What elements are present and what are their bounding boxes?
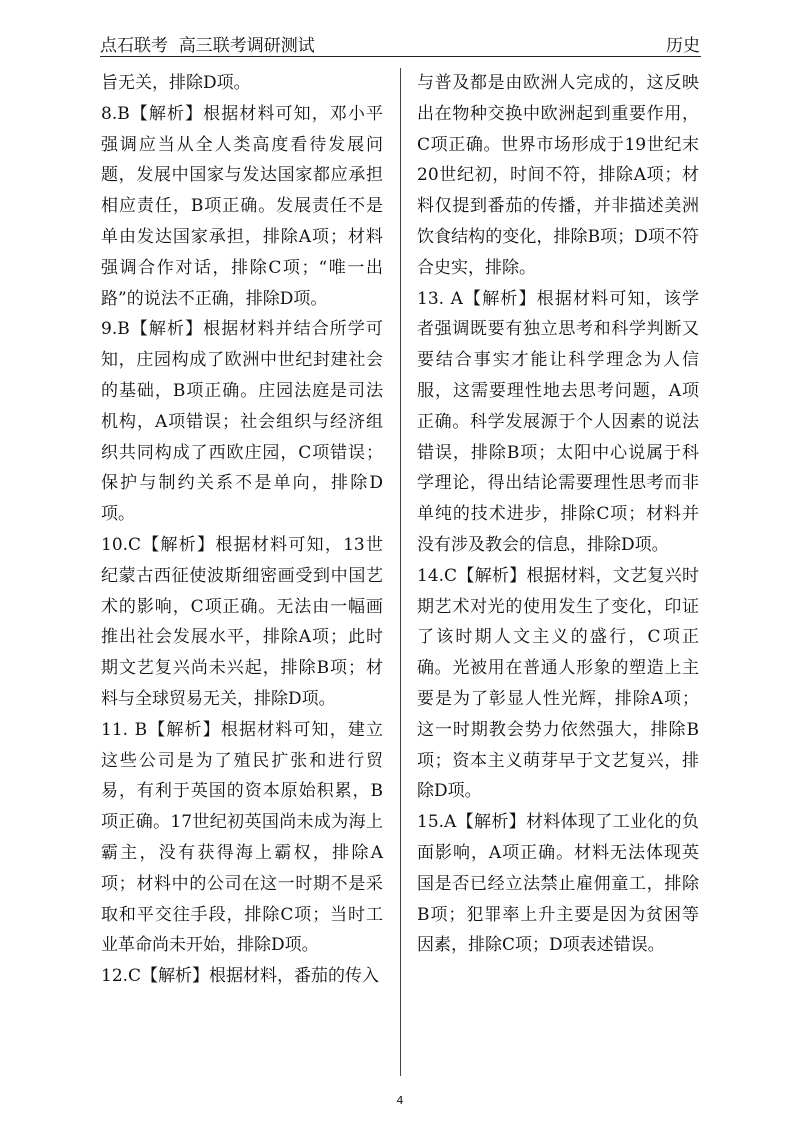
header-subject: 历史 bbox=[666, 36, 700, 56]
answer-paragraph: 10.C【解析】根据材料可知，13世纪蒙古西征使波斯细密画受到中国艺术的影响，C项正确。无法由一幅画推出社会发展水平，排除A项；此时期文艺复兴尚未兴起，排除B项；材料与全球贸易无关，排除D项。 bbox=[101, 534, 383, 709]
page-header bbox=[100, 30, 700, 56]
answer-paragraph: 12.C【解析】根据材料，番茄的传入 bbox=[101, 966, 380, 987]
answer-paragraph: 11. B【解析】根据材料可知，建立这些公司是为了殖民扩张和进行贸易，有利于英国的资本原始积累，B项正确。17世纪初英国尚未成为海上霸主，没有获得海上霸权，排除A项；材料中的公司在这一时期不是采取和平交往手段，排除C项；当时工业革命尚未开始，排除D项。 bbox=[101, 719, 383, 956]
answer-paragraph: 8.B【解析】根据材料可知，邓小平强调应当从全人类高度看待发展问题，发展中国家与发达国家都应承担相应责任，B项正确。发展责任不是单由发达国家承担，排除A项；材料强调合作对话，排除C项；“唯一出路”的说法不正确，排除D项。 bbox=[101, 103, 383, 309]
answer-paragraph: 14.C【解析】根据材料，文艺复兴时期艺术对光的使用发生了变化，印证了该时期人文主义的盛行，C项正确。光被用在普通人形象的塑造上主要是为了彰显人性光辉，排除A项；这一时期教会势力依然强大，排除B项；资本主义萌芽早于文艺复兴，排除D项。 bbox=[417, 565, 699, 802]
page-number: 4 bbox=[396, 1094, 404, 1107]
column-divider bbox=[400, 68, 401, 1076]
header-rule bbox=[100, 56, 701, 57]
answer-paragraph: 旨无关，排除D项。 bbox=[101, 73, 251, 93]
answer-paragraph: 与普及都是由欧洲人完成的，这反映出在物种交换中欧洲起到重要作用，C项正确。世界市场形成于19世纪末20世纪初，时间不符，排除A项；材料仅提到番茄的传播，并非描述美洲饮食结构的变化，排除B项；D项不符合史实，排除。 bbox=[417, 73, 699, 278]
header-exam-title: 点石联考 高三联考调研测试 bbox=[100, 36, 315, 56]
answer-paragraph: 15.A【解析】材料体现了工业化的负面影响，A项正确。材料无法体现英国是否已经立法禁止雇佣童工，排除B项；犯罪率上升主要是因为贫困等因素，排除C项；D项表述错误。 bbox=[417, 812, 699, 956]
answer-paragraph: 9.B【解析】根据材料并结合所学可知，庄园构成了欧洲中世纪封建社会的基础，B项正确。庄园法庭是司法机构，A项错误；社会组织与经济组织共同构成了西欧庄园，C项错误；保护与制约关系不是单向，排除D项。 bbox=[101, 319, 383, 525]
right-column bbox=[417, 68, 699, 961]
left-column bbox=[101, 68, 383, 992]
answer-paragraph: 13. A【解析】根据材料可知，该学者强调既要有独立思考和科学判断又要结合事实才能让科学理念为人信服，这需要理性地去思考问题，A项正确。科学发展源于个人因素的说法错误，排除B项；太阳中心说属于科学理论，得出结论需要理性思考而非单纯的技术进步，排除C项；材料并没有涉及教会的信息，排除D项。 bbox=[417, 288, 699, 555]
